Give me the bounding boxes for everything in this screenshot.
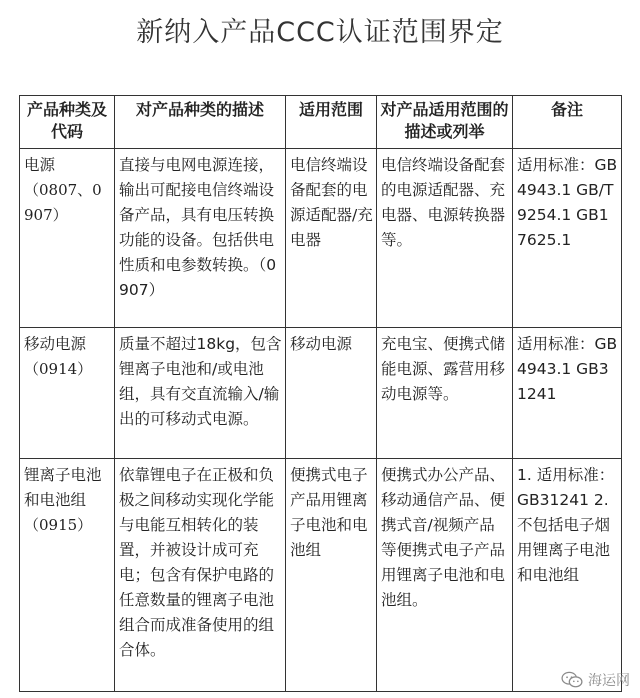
table-row xyxy=(20,328,622,459)
cell-description: 质量不超过18kg，包含锂离子电池和/或电池组，具有交直流输入/输出的可移动式电源。 xyxy=(115,328,286,459)
page-title: 新纳入产品CCC认证范围界定 xyxy=(136,17,504,48)
cell-scope-description: 充电宝、便携式储能电源、露营用移动电源等。 xyxy=(377,328,513,459)
table-row xyxy=(20,459,622,692)
cell-product-category xyxy=(20,459,115,692)
cell-remark: 适用标准：GB4943.1 GB31241 xyxy=(513,328,622,459)
header-category-description: 对产品种类的描述 xyxy=(115,96,286,149)
cell-scope-description: 便携式办公产品、移动通信产品、便携式音/视频产品等便携式电子产品用锂离子电池和电池组。 xyxy=(377,459,513,692)
wechat-icon xyxy=(561,671,583,689)
product-code: （0914） xyxy=(24,360,93,378)
header-product-category: 产品种类及代码 xyxy=(20,96,115,149)
product-name: 电源 xyxy=(24,156,56,174)
header-scope: 适用范围 xyxy=(286,96,377,149)
ccc-scope-table xyxy=(19,95,622,692)
cell-scope: 便携式电子产品用锂离子电池和电池组 xyxy=(286,459,377,692)
cell-description: 依靠锂电子在正极和负极之间移动实现化学能与电能互相转化的装置，并被设计成可充电；包含有保护电路的任意数量的锂离子电池组合而成准备使用的组合体。 xyxy=(115,459,286,692)
cell-remark: 适用标准：GB4943.1 GB/T9254.1 GB17625.1 xyxy=(513,149,622,328)
cell-remark: 1. 适用标准：GB31241 2.不包括电子烟用锂离子电池和电池组 xyxy=(513,459,622,692)
product-name: 移动电源 xyxy=(24,335,87,353)
cell-product-category xyxy=(20,328,115,459)
product-code: （0807、0907） xyxy=(24,181,102,224)
product-code: （0915） xyxy=(24,516,93,534)
watermark xyxy=(561,670,630,690)
cell-scope: 移动电源 xyxy=(286,328,377,459)
cell-description: 直接与电网电源连接，输出可配接电信终端设备产品，具有电压转换功能的设备。包括供电性质和电参数转换。（0907） xyxy=(115,149,286,328)
table-header-row xyxy=(20,96,622,149)
table-row xyxy=(20,149,622,328)
cell-scope-description: 电信终端设备配套的电源适配器、充电器、电源转换器等。 xyxy=(377,149,513,328)
header-remark: 备注 xyxy=(513,96,622,149)
product-name: 锂离子电池和电池组 xyxy=(24,466,102,509)
header-scope-description: 对产品适用范围的描述或列举 xyxy=(377,96,513,149)
cell-product-category xyxy=(20,149,115,328)
cell-scope: 电信终端设备配套的电源适配器/充电器 xyxy=(286,149,377,328)
watermark-text: 海运网 xyxy=(588,673,630,689)
